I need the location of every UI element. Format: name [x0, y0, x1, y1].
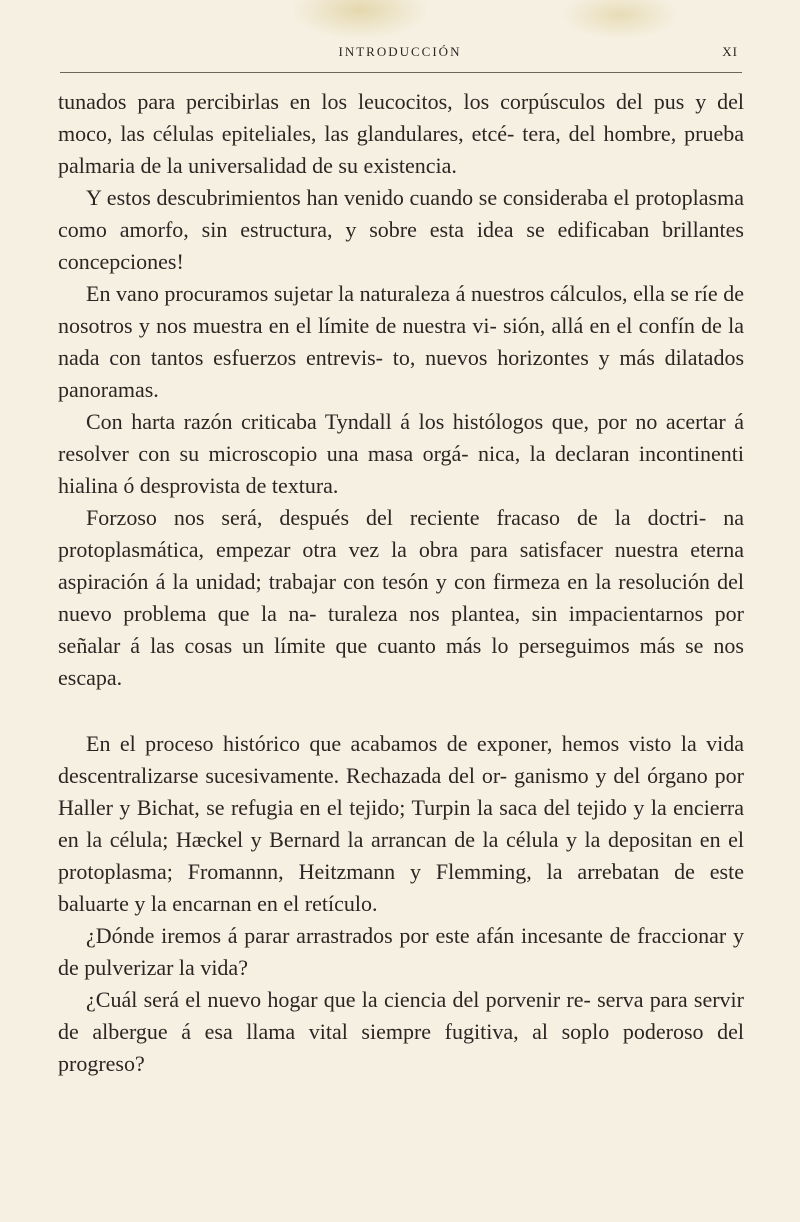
paragraph: Forzoso nos será, después del reciente fracaso de la doctri- na protoplasmática, empezar otra vez la obra para satisfacer nuestra eterna aspiración á la unidad; trabajar con tesón y con firmeza en la resolución del nuevo problema que la na- turaleza nos plantea, sin impacientarnos por señalar á las cosas un límite que cuanto más lo perseguimos más se nos escapa.	[58, 505, 744, 690]
paragraph: Y estos descubrimientos han venido cuando se consideraba el protoplasma como amorfo, sin estructura, y sobre esta idea se edificaban brillantes concepciones!	[58, 185, 744, 274]
paragraph: Con harta razón criticaba Tyndall á los histólogos que, por no acertar á resolver con su microscopio una masa orgá- nica, la declaran incontinenti hialina ó desprovista de textura.	[58, 409, 744, 498]
section-break	[58, 694, 744, 728]
running-title: INTRODUCCIÓN	[338, 44, 462, 59]
header-rule	[60, 72, 742, 73]
paper-stain	[560, 0, 680, 40]
paragraph: tunados para percibirlas en los leucocitos, los corpúsculos del pus y del moco, las células epiteliales, las glandulares, etcé- tera, del hombre, prueba palmaria de la universalidad de su existencia.	[58, 89, 744, 178]
running-head	[58, 44, 742, 68]
paragraph: En el proceso histórico que acabamos de exponer, hemos visto la vida descentralizarse sucesivamente. Rechazada del or- ganismo y del órgano por Haller y Bichat, se refugia en el tejido; Turpin la saca del tejido y la encierra en la célula; Hæckel y Bernard la arrancan de la célula y la depositan en el protoplasma; Fromannn, Heitzmann y Flemming, la arrebatan de este baluarte y la encarnan en el retículo.	[58, 731, 744, 916]
paragraph: ¿Dónde iremos á parar arrastrados por este afán incesante de fraccionar y de pulverizar la vida?	[58, 923, 744, 980]
paragraph: En vano procuramos sujetar la naturaleza á nuestros cálculos, ella se ríe de nosotros y nos muestra en el límite de nuestra vi- sión, allá en el confín de la nada con tantos esfuerzos entrevis- to, nuevos horizontes y más dilatados panoramas.	[58, 281, 744, 402]
paper-stain	[290, 0, 430, 40]
body-text	[58, 86, 744, 1080]
page-number: XI	[722, 44, 738, 59]
paragraph: ¿Cuál será el nuevo hogar que la ciencia del porvenir re- serva para servir de albergue á esa llama vital siempre fugitiva, al soplo poderoso del progreso?	[58, 987, 744, 1076]
